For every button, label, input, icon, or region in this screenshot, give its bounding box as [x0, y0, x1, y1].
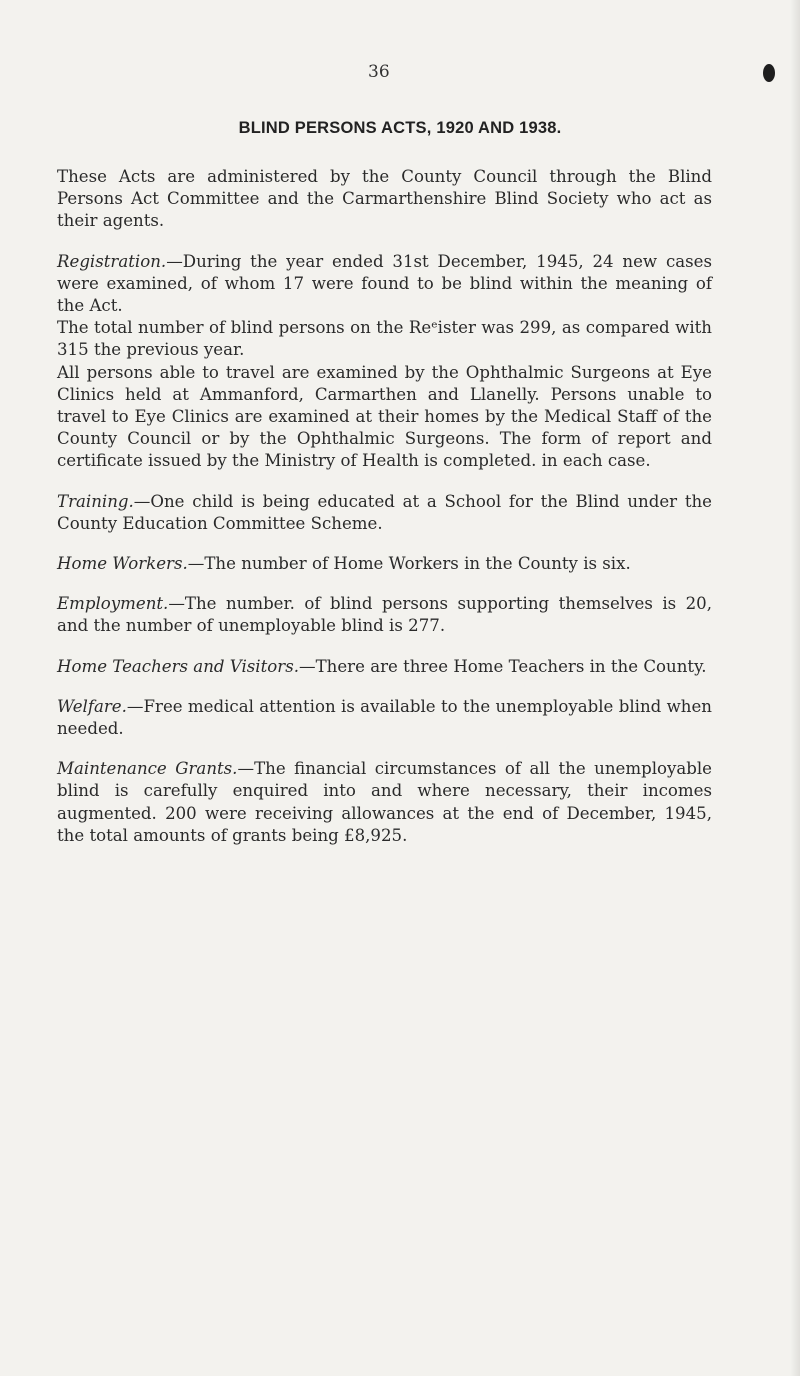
welfare-text: —Free medical attention is available to the unemployable blind when needed. [57, 696, 712, 739]
home-teachers-text: —There are three Home Teachers in the County. [299, 656, 707, 676]
page-edge-shadow [790, 0, 800, 1376]
home-workers-label: Home Workers. [57, 554, 188, 574]
home-workers-text: —The number of Home Workers in the County is six. [187, 554, 631, 574]
page-title: BLIND PERSONS ACTS, 1920 AND 1938. [238, 119, 562, 137]
employment-label: Employment. [57, 594, 169, 614]
document-body [57, 166, 712, 847]
employment-text: —The number. of blind persons supporting themselves is 20, and the number of unemployable blind is 277. [57, 594, 712, 636]
page-number: 36 [368, 62, 390, 82]
training-text: —One child is being educated at a School for the Blind under the County Education Committee Scheme. [57, 491, 712, 533]
intro-paragraph: These Acts are administered by the County Council through the Blind Persons Act Committee and the Carmarthenshire Blind Society who act as their agents. [57, 167, 712, 231]
register-total-paragraph: The total number of blind persons on the Reᵉister was 299, as compared with 315 the previous year. [57, 318, 712, 360]
maintenance-text: —The financial circumstances of all the unemployable blind is carefully enquired into and where necessary, their incomes augmented. 200 were receiving allowances at the end of December, 1945, the total amounts of grants being £8,925. [57, 759, 713, 845]
registration-paragraph [57, 251, 712, 318]
home-teachers-label: Home Teachers and Visitors. [57, 656, 299, 676]
welfare-label: Welfare. [57, 696, 127, 716]
clinics-paragraph: All persons able to travel are examined by the Ophthalmic Surgeons at Eye Clinics held at Ammanford, Carmarthen and Llanelly. Persons unable to travel to Eye Clinics are examined at their homes by the Medical Staff of the County Council or by the Ophthalmic Surgeons. The form of report and certificate issued by the Ministry of Health is completed. in each case. [57, 362, 712, 471]
training-paragraph [57, 491, 712, 535]
home-workers-paragraph [57, 553, 712, 575]
maintenance-paragraph [57, 758, 712, 847]
registration-label: Registration. [57, 251, 167, 271]
registration-text: —During the year ended 31st December, 1945, 24 new cases were examined, of whom 17 were found to be blind within the meaning of the Act. [57, 251, 712, 316]
training-label: Training. [57, 491, 134, 511]
home-teachers-paragraph [57, 656, 712, 678]
employment-paragraph [57, 593, 712, 637]
welfare-paragraph [57, 696, 712, 740]
maintenance-label: Maintenance Grants. [57, 759, 238, 779]
ink-blot-mark [763, 64, 775, 82]
